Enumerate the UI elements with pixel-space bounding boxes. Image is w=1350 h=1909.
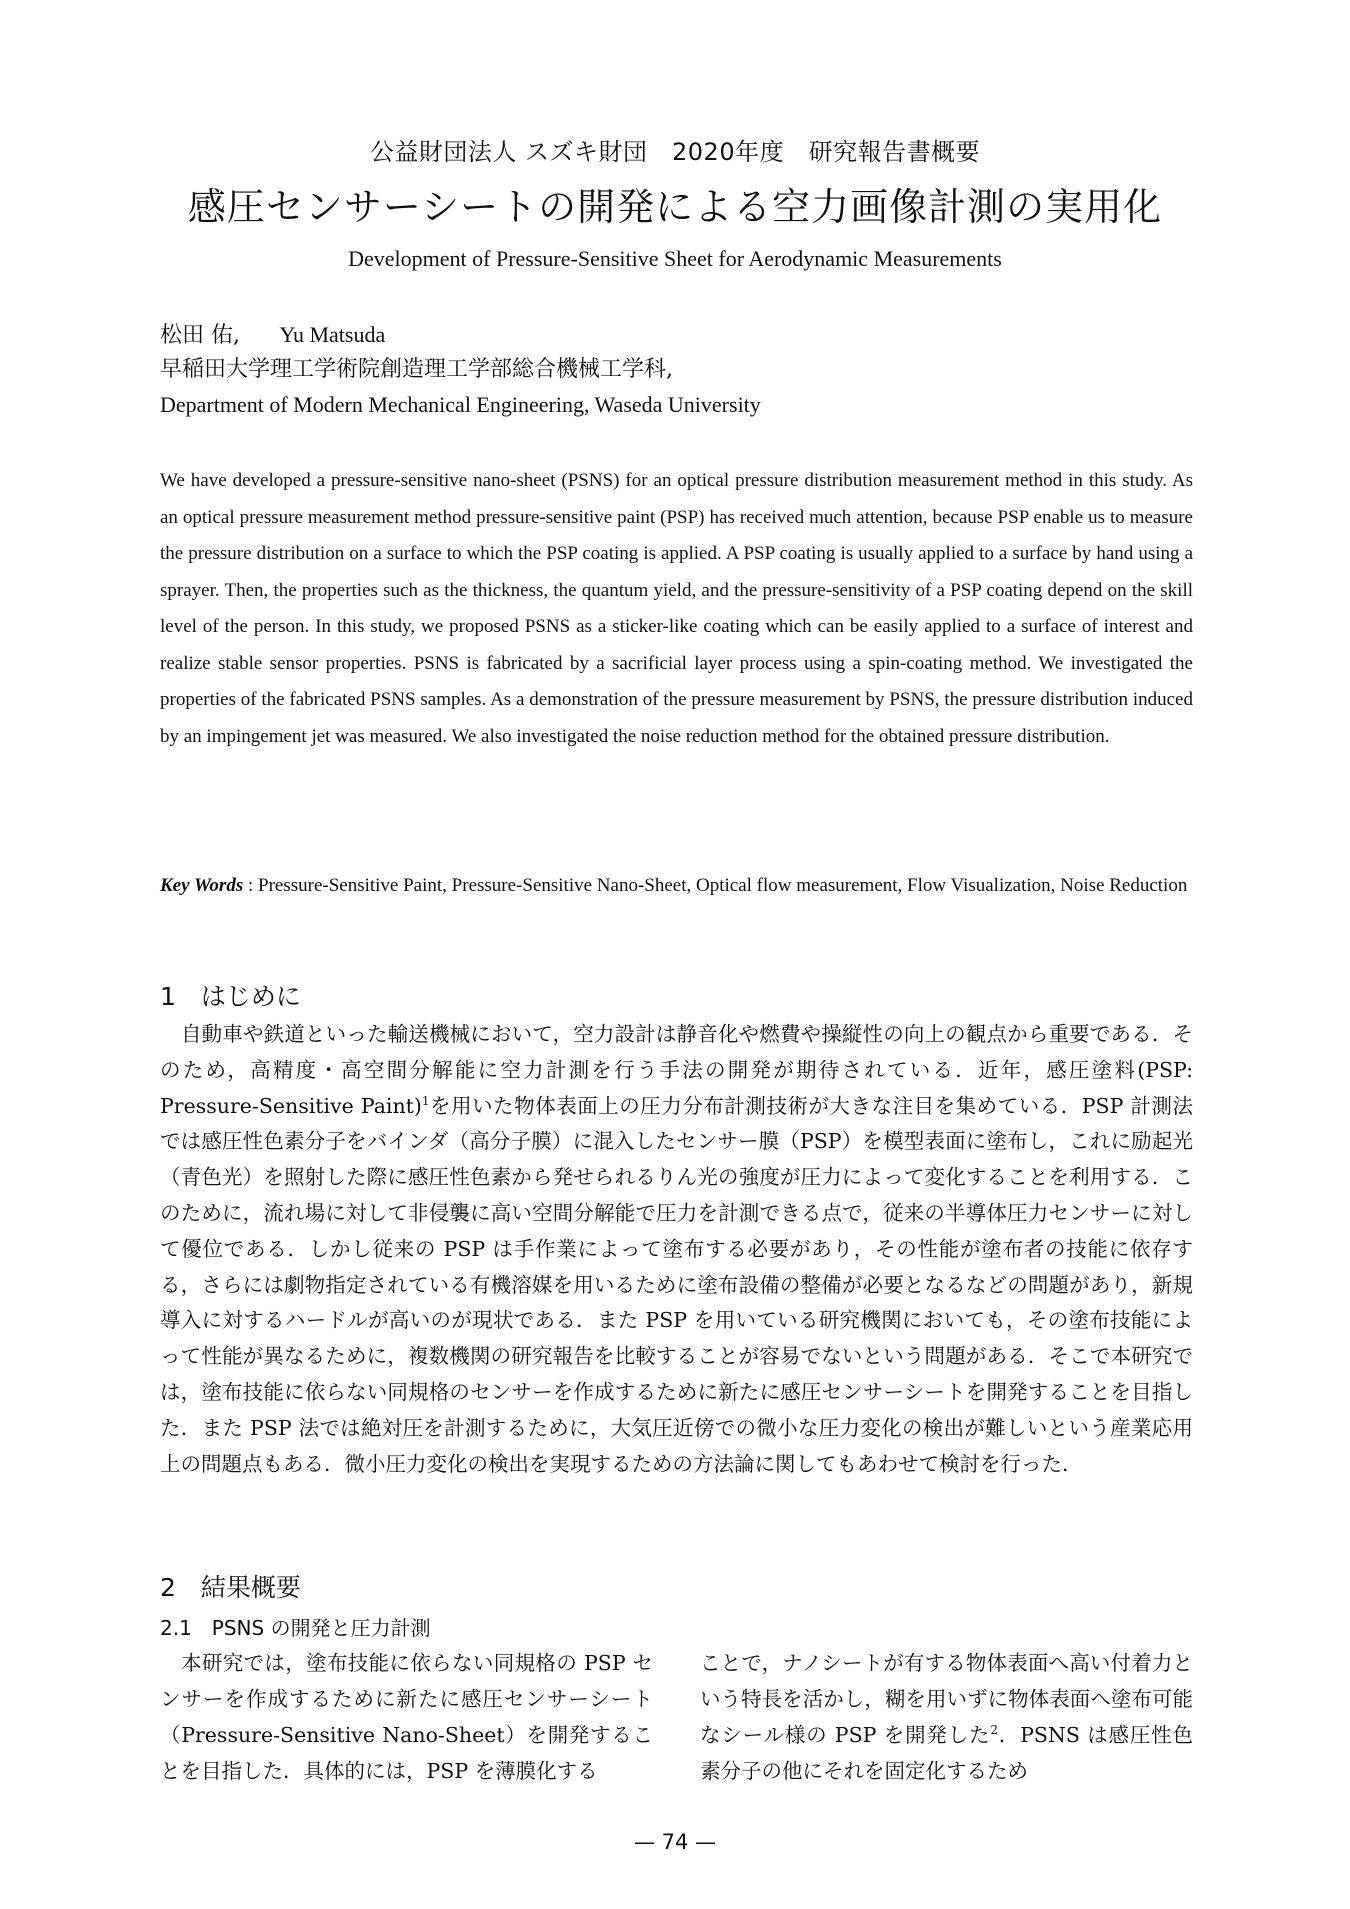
reference-1: 1 (421, 1093, 430, 1108)
keywords-separator: : (243, 875, 258, 896)
section-2-1-right-column (700, 1645, 1193, 1789)
section-2-heading: 2 結果概要 (160, 1573, 301, 1602)
report-series-header: 公益財団法人 スズキ財団 2020年度 研究報告書概要 (369, 138, 981, 166)
right-column-text-part1: ことで，ナノシートが有する物体表面へ高い付着力という特長を活かし，糊を用いずに物体表面へ塗布可能なシール様の PSP を開発した (700, 1651, 1193, 1747)
author-name-japanese: 松田 佑, (160, 323, 240, 348)
section-1-text-part1: 自動車や鉄道といった輸送機械において，空力設計は静音化や燃費や操縦性の向上の観点から重要である．そのため，高精度・高空間分解能に空力計測を行う手法の開発が期待されている．近年，感圧塗料(PSP: Pressure-Sensitive Paint) (160, 1022, 1193, 1118)
reference-2: 2 (990, 1723, 998, 1738)
affiliation-english: Department of Modern Mechanical Engineering, Waseda University (160, 392, 761, 417)
keywords-label: Key Words (160, 875, 244, 896)
section-1-body (160, 1017, 1193, 1482)
section-1-heading: 1 はじめに (160, 982, 301, 1011)
keywords (160, 868, 1193, 905)
section-1-text-part2: を用いた物体表面上の圧力分布計測技術が大きな注目を集めている．PSP 計測法では感圧性色素分子をバインダ（高分子膜）に混入したセンサー膜（PSP）を模型表面に塗布し，これに励起光（青色光）を照射した際に感圧性色素から発せられるりん光の強度が圧力によって変化することを利用する．このために，流れ場に対して非侵襲に高い空間分解能で圧力を計測できる点で，従来の半導体圧力センサーに対して優位である．しかし従来の PSP は手作業によって塗布する必要があり，その性能が塗布者の技能に依存する，さらには劇物指定されている有機溶媒を用いるために塗布設備の整備が必要となるなどの問題があり，新規導入に対するハードルが高いのが現状である．また PSP を用いている研究機関においても，その塗布技能によって性能が異なるために，複数機関の研究報告を比較することが容易でないという問題がある．そこで本研究では，塗布技能に依らない同規格のセンサーを作成するために新たに感圧センサーシートを開発することを目指した．また PSP 法では絶対圧を計測するために，大気圧近傍での微小な圧力変化の検出が難しいという産業応用上の問題点もある．微小圧力変化の検出を実現するための方法論に関してもあわせて検討を行った． (160, 1093, 1193, 1476)
abstract: We have developed a pressure-sensitive nano-sheet (PSNS) for an optical pressure distribution measurement method in this study. As an optical pressure measurement method pressure-sensitive paint (PSP) has received much attention, because PSP enable us to measure the pressure distribution on a surface to which the PSP coating is applied. A PSP coating is usually applied to a surface by hand using a sprayer. Then, the properties such as the thickness, the quantum yield, and the pressure-sensitivity of a PSP coating depend on the skill level of the person. In this study, we proposed PSNS as a sticker-like coating which can be easily applied to a surface of interest and realize stable sensor properties. PSNS is fabricated by a sacrificial layer process using a spin-coating method. We investigated the properties of the fabricated PSNS samples. As a demonstration of the pressure measurement by PSNS, the pressure distribution induced by an impingement jet was measured. We also investigated the noise reduction method for the obtained pressure distribution. (160, 470, 1193, 747)
paper-title-english: Development of Pressure-Sensitive Sheet for Aerodynamic Measurements (348, 246, 1002, 271)
affiliation-japanese: 早稲田大学理工学術院創造理工学部総合機械工学科, (160, 357, 673, 382)
keywords-list: Pressure-Sensitive Paint, Pressure-Sensitive Nano-Sheet, Optical flow measurement, Flow Visualization, Noise Reduction (258, 875, 1188, 896)
paper-title-japanese: 感圧センサーシートの開発による空力画像計測の実用化 (187, 185, 1163, 229)
page-number: — 74 — (633, 1830, 717, 1854)
subsection-2-1-heading: 2.1 PSNS の開発と圧力計測 (160, 1616, 431, 1640)
author-line (160, 318, 385, 349)
right-column-text-part2: ．PSNS は感圧性色素分子の他にそれを固定化するため (700, 1723, 1193, 1783)
author-name-english: Yu Matsuda (279, 322, 386, 347)
section-2-1-left-column: 本研究では，塗布技能に依らない同規格の PSP センサーを作成するために新たに感圧センサーシート（Pressure-Sensitive Nano-Sheet）を開発することを目指した．具体的には，PSP を薄膜化する (160, 1651, 653, 1783)
